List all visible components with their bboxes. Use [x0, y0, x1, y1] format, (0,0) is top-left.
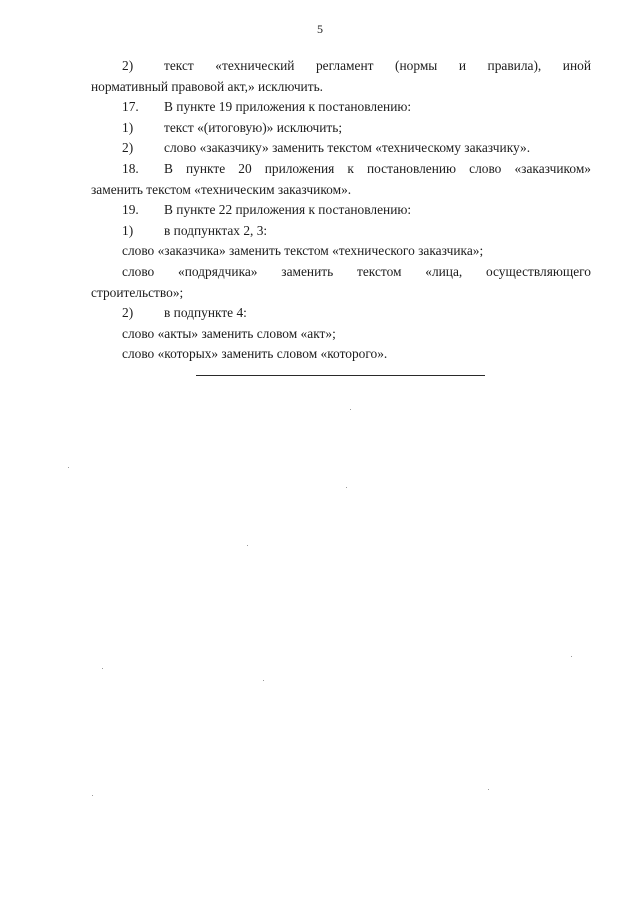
- paragraph-text: текст «технический регламент (нормы и правила), иной: [164, 58, 591, 73]
- paragraph-text-line: слово «акты» заменить словом «акт»;: [122, 325, 336, 341]
- paragraph-item-2: [91, 56, 591, 77]
- end-of-document-rule: [196, 375, 485, 376]
- paragraph-item-18: [91, 159, 591, 180]
- item-number: 18.: [122, 160, 139, 176]
- paragraph-text: В пункте 22 приложения к постановлению:: [164, 202, 412, 218]
- item-number: 2): [122, 305, 134, 321]
- paragraph-item-19: [91, 200, 591, 221]
- scan-speck: [350, 409, 351, 410]
- paragraph-item-17-1: [91, 118, 591, 139]
- scan-speck: [247, 545, 248, 546]
- paragraph-text-line: слово «заказчика» заменить текстом «технического заказчика»;: [122, 243, 484, 259]
- paragraph-text-line: слово «которых» заменить словом «которого».: [122, 346, 388, 362]
- paragraph-text: слово «заказчику» заменить текстом «техническому заказчику».: [164, 140, 531, 156]
- paragraph-item-19-2: [91, 303, 591, 324]
- item-number: 1): [122, 119, 134, 135]
- scan-speck: [488, 789, 489, 790]
- paragraph-item-17: [91, 97, 591, 118]
- scan-speck: [68, 467, 69, 468]
- scan-speck: [102, 668, 103, 669]
- paragraph-continuation: строительство»;: [91, 284, 184, 300]
- paragraph-item-19-1: [91, 221, 591, 242]
- document-body: [91, 56, 591, 365]
- page-number: 5: [317, 22, 323, 36]
- paragraph-item-17-2: [91, 138, 591, 159]
- scan-speck: [571, 656, 572, 657]
- paragraph-text: в подпункте 4:: [164, 305, 247, 321]
- paragraph-text: текст «(итоговую)» исключить;: [164, 119, 343, 135]
- scan-speck: [346, 487, 347, 488]
- scan-speck: [263, 680, 264, 681]
- paragraph-text: В пункте 19 приложения к постановлению:: [164, 99, 412, 115]
- item-number: 17.: [122, 99, 139, 115]
- item-number: 2): [122, 140, 134, 156]
- paragraph-continuation: заменить текстом «техническим заказчиком».: [91, 181, 352, 197]
- item-number: 19.: [122, 202, 139, 218]
- paragraph-text: В пункте 20 приложения к постановлению слово «заказчиком»: [164, 160, 591, 176]
- paragraph-text: в подпунктах 2, 3:: [164, 222, 268, 238]
- paragraph-text-line: слово «подрядчика» заменить текстом «лица, осуществляющего: [122, 263, 591, 279]
- item-number: 2): [122, 58, 134, 73]
- item-number: 1): [122, 222, 134, 238]
- scan-speck: [92, 795, 93, 796]
- paragraph-continuation: нормативный правовой акт,» исключить.: [91, 78, 324, 94]
